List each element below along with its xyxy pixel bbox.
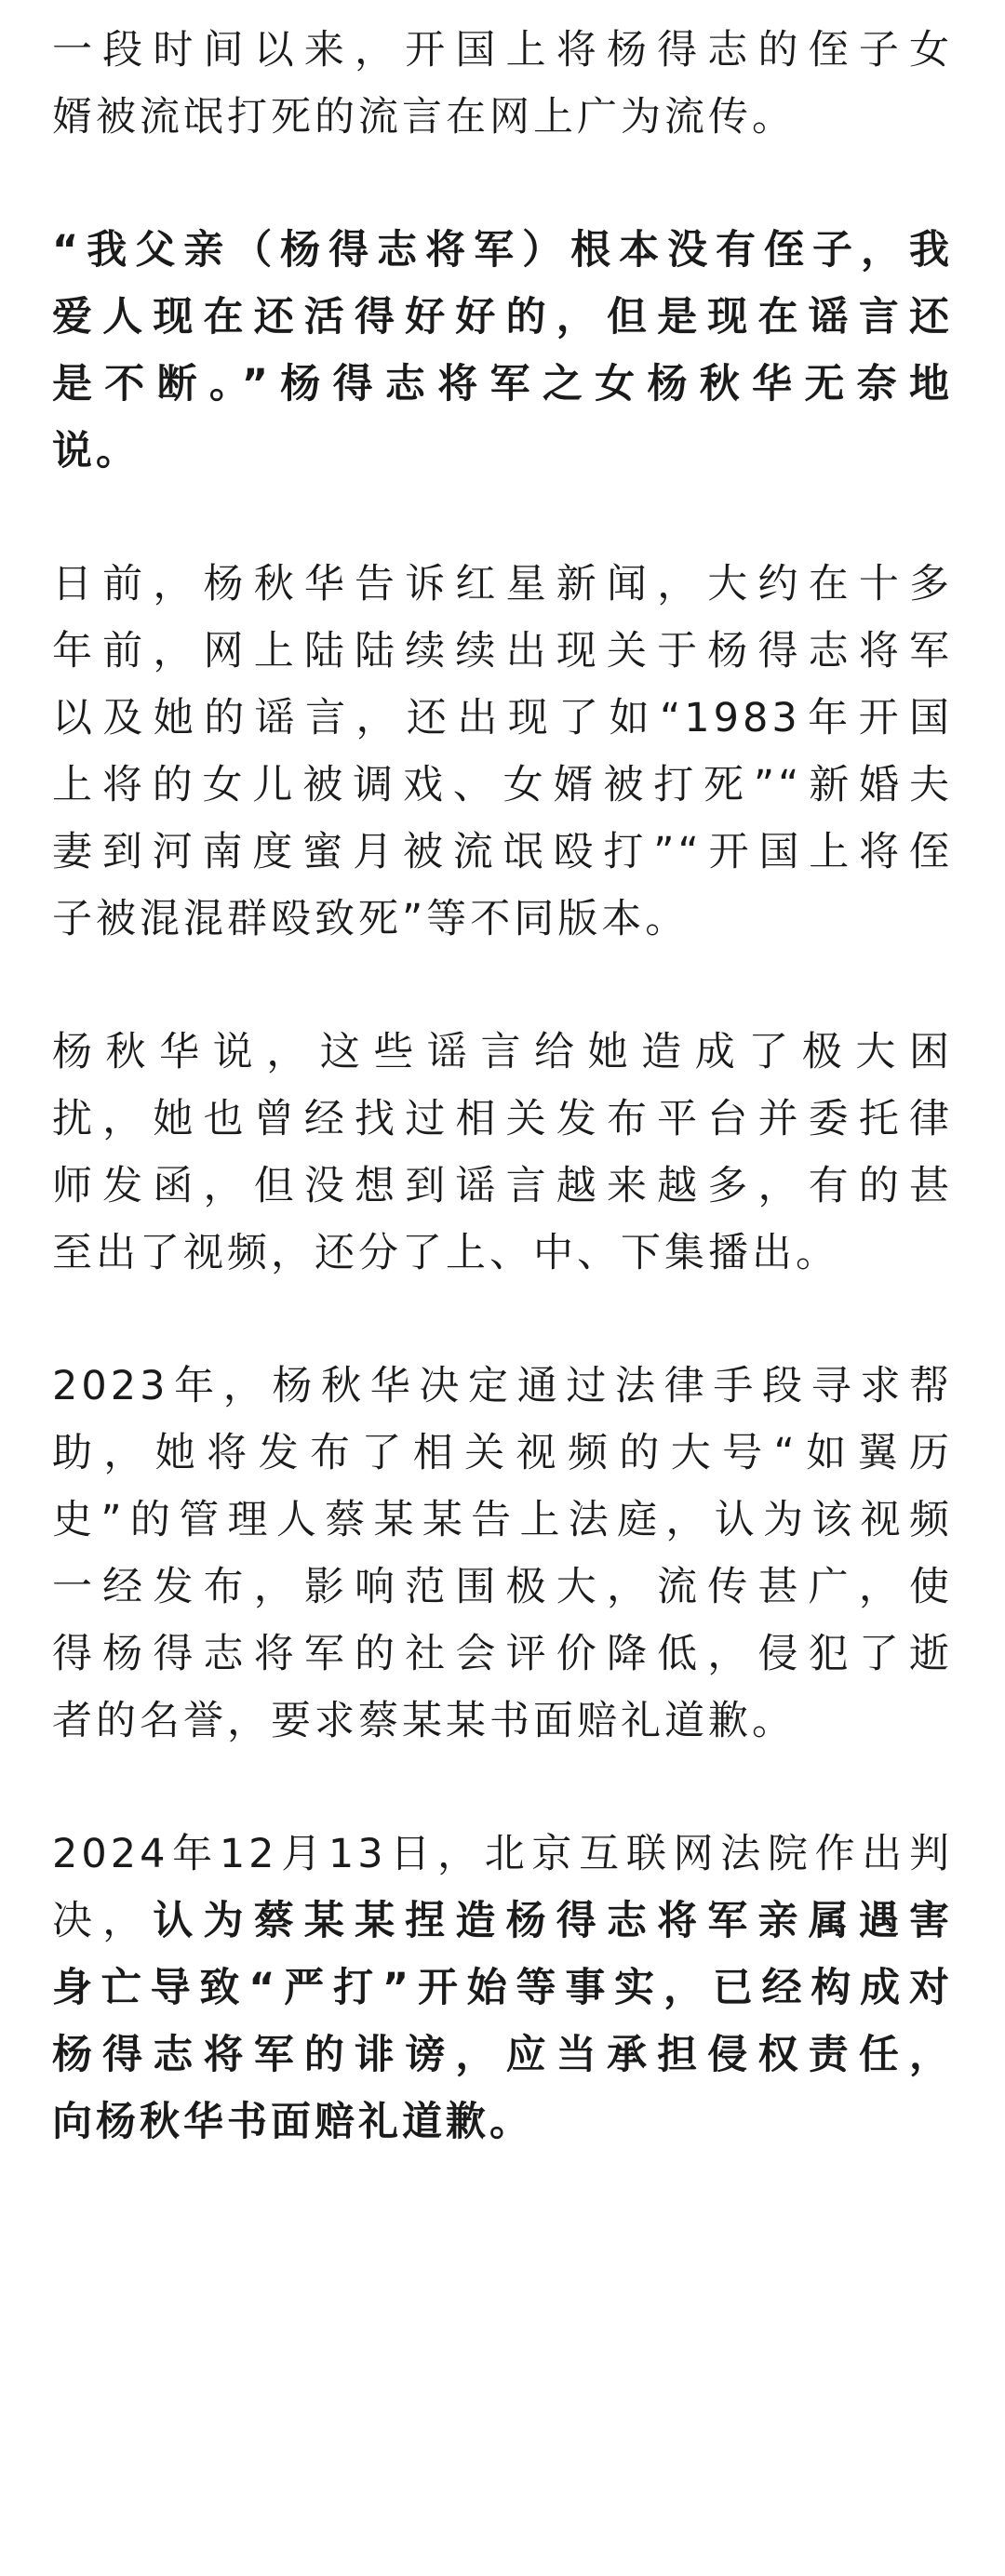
text-segment: 杨秋华说，这些谣言给她造成了极大困 [52, 1029, 953, 1075]
text-line [52, 84, 953, 151]
text-segment: 助，她将发布了相关视频的大号“如翼历 [52, 1430, 953, 1476]
bold-text-segment: 杨得志将军的诽谤，应当承担侵权责任， [52, 2032, 953, 2078]
text-segment: 妻到河南度蜜月被流氓殴打”“开国上将侄 [52, 829, 953, 875]
text-segment: 年前，网上陆陆续续出现关于杨得志将军 [52, 628, 953, 674]
text-line [52, 217, 953, 284]
text-line [52, 1487, 953, 1554]
bold-text-segment: 说。 [52, 428, 140, 474]
paragraph-5 [52, 1353, 953, 1755]
paragraph-6-verdict [52, 1821, 953, 2156]
text-line [52, 1888, 953, 1955]
bold-text-segment: 认为蔡某某捏造杨得志将军亲属遇害 [153, 1898, 954, 1944]
text-segment: 2024年12月13日，北京互联网法院作出判 [52, 1831, 953, 1877]
bold-text-segment: “我父亲（杨得志将军）根本没有侄子，我 [52, 227, 953, 274]
text-line [52, 284, 953, 351]
text-line [52, 418, 953, 485]
bold-text-segment: 身亡导致“严打”开始等事实，已经构成对 [52, 1965, 953, 2011]
text-segment: 扰，她也曾经找过相关发布平台并委托律 [52, 1096, 953, 1142]
bold-text-segment: 是不断。”杨得志将军之女杨秋华无奈地 [52, 361, 953, 407]
text-line [52, 2089, 953, 2156]
text-line [52, 1420, 953, 1487]
text-line [52, 1019, 953, 1086]
paragraph-1 [52, 17, 953, 151]
text-segment: 史”的管理人蔡某某告上法庭，认为该视频 [52, 1497, 953, 1543]
text-segment: 得杨得志将军的社会评价降低，侵犯了逝 [52, 1631, 953, 1677]
text-segment: 师发函，但没想到谣言越来越多，有的甚 [52, 1163, 953, 1209]
text-line [52, 1554, 953, 1621]
text-segment: 日前，杨秋华告诉红星新闻，大约在十多 [52, 561, 953, 607]
text-line [52, 752, 953, 819]
text-line [52, 551, 953, 618]
text-line [52, 1688, 953, 1755]
text-line [52, 1153, 953, 1220]
text-segment: 一经发布，影响范围极大，流传甚广，使 [52, 1564, 953, 1610]
bold-text-segment: 爱人现在还活得好好的，但是现在谣言还 [52, 294, 953, 340]
text-line [52, 1353, 953, 1420]
text-line [52, 1086, 953, 1153]
text-segment: 2023年，杨秋华决定通过法律手段寻求帮 [52, 1363, 953, 1409]
text-line [52, 886, 953, 953]
paragraph-3 [52, 551, 953, 953]
text-segment: 一段时间以来，开国上将杨得志的侄子女 [52, 27, 953, 73]
text-line [52, 1821, 953, 1888]
text-segment: 以及她的谣言，还出现了如“1983年开国 [52, 695, 953, 741]
paragraph-4 [52, 1019, 953, 1287]
text-segment: 上将的女儿被调戏、女婿被打死”“新婚夫 [52, 762, 953, 808]
text-line [52, 351, 953, 418]
text-line [52, 819, 953, 886]
text-segment: 至出了视频，还分了上、中、下集播出。 [52, 1230, 839, 1276]
text-line [52, 1621, 953, 1688]
text-line [52, 1220, 953, 1287]
text-line [52, 685, 953, 752]
text-segment: 婿被流氓打死的流言在网上广为流传。 [52, 94, 796, 140]
text-line [52, 17, 953, 84]
paragraph-2-quote [52, 217, 953, 485]
text-line [52, 618, 953, 685]
bold-text-segment: 向杨秋华书面赔礼道歉。 [52, 2099, 533, 2145]
text-line [52, 2022, 953, 2089]
text-segment: 子被混混群殴致死”等不同版本。 [52, 896, 690, 942]
text-line [52, 1955, 953, 2022]
text-segment: 决， [52, 1898, 154, 1944]
text-segment: 者的名誉，要求蔡某某书面赔礼道歉。 [52, 1698, 796, 1744]
